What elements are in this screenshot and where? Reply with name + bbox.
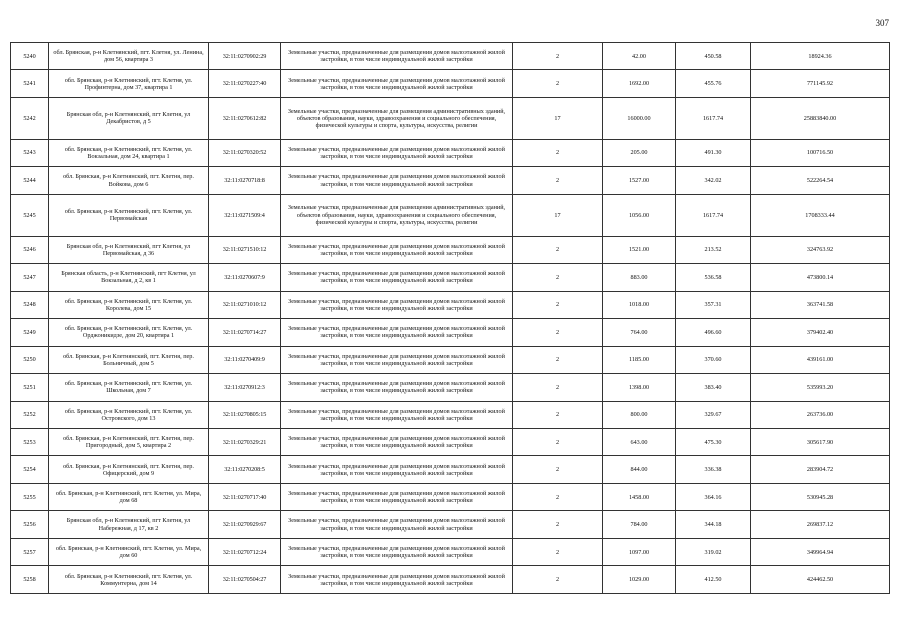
use-group-cell: 2 bbox=[513, 538, 603, 565]
address-cell: обл. Брянская, р-н Клетнянский, пгт. Клетня, ул. Школьная, дом 7 bbox=[49, 374, 209, 401]
permitted-use-cell: Земельные участки, предназначенные для размещения домов малоэтажной жилой застройки, в том числе индивидуальной жилой застройки bbox=[281, 139, 513, 166]
cadastral-value-cell: 439161.00 bbox=[751, 346, 890, 373]
use-group-cell: 2 bbox=[513, 264, 603, 291]
table-row bbox=[11, 483, 890, 510]
table-row bbox=[11, 139, 890, 166]
row-number: 5254 bbox=[11, 456, 49, 483]
row-number: 5244 bbox=[11, 167, 49, 194]
specific-value-cell: 342.02 bbox=[676, 167, 751, 194]
use-group-cell: 2 bbox=[513, 43, 603, 70]
cadastral-number-cell: 32:11:0270718:8 bbox=[209, 167, 281, 194]
specific-value-cell: 412.50 bbox=[676, 566, 751, 594]
area-cell: 844.00 bbox=[603, 456, 676, 483]
cadastral-value-cell: 324763.92 bbox=[751, 236, 890, 263]
table-row bbox=[11, 374, 890, 401]
area-cell: 764.00 bbox=[603, 319, 676, 346]
permitted-use-cell: Земельные участки, предназначенные для размещения домов малоэтажной жилой застройки, в том числе индивидуальной жилой застройки bbox=[281, 456, 513, 483]
area-cell: 1018.00 bbox=[603, 291, 676, 318]
specific-value-cell: 357.31 bbox=[676, 291, 751, 318]
permitted-use-cell: Земельные участки, предназначенные для размещения домов малоэтажной жилой застройки, в том числе индивидуальной жилой застройки bbox=[281, 236, 513, 263]
row-number: 5249 bbox=[11, 319, 49, 346]
specific-value-cell: 319.02 bbox=[676, 538, 751, 565]
table-row bbox=[11, 43, 890, 70]
area-cell: 784.00 bbox=[603, 511, 676, 538]
table-row bbox=[11, 428, 890, 455]
permitted-use-cell: Земельные участки, предназначенные для размещения домов малоэтажной жилой застройки, в том числе индивидуальной жилой застройки bbox=[281, 346, 513, 373]
permitted-use-cell: Земельные участки, предназначенные для размещения домов малоэтажной жилой застройки, в том числе индивидуальной жилой застройки bbox=[281, 428, 513, 455]
row-number: 5246 bbox=[11, 236, 49, 263]
permitted-use-cell: Земельные участки, предназначенные для размещения домов малоэтажной жилой застройки, в том числе индивидуальной жилой застройки bbox=[281, 70, 513, 97]
table-row bbox=[11, 167, 890, 194]
cadastral-value-cell: 379402.40 bbox=[751, 319, 890, 346]
area-cell: 1029.00 bbox=[603, 566, 676, 594]
use-group-cell: 2 bbox=[513, 319, 603, 346]
row-number: 5253 bbox=[11, 428, 49, 455]
table-row bbox=[11, 264, 890, 291]
cadastral-number-cell: 32:11:0270912:3 bbox=[209, 374, 281, 401]
cadastral-value-cell: 283904.72 bbox=[751, 456, 890, 483]
row-number: 5245 bbox=[11, 194, 49, 236]
specific-value-cell: 496.60 bbox=[676, 319, 751, 346]
cadastral-value-cell: 263736.00 bbox=[751, 401, 890, 428]
cadastral-number-cell: 32:11:0270712:24 bbox=[209, 538, 281, 565]
table-row bbox=[11, 70, 890, 97]
use-group-cell: 2 bbox=[513, 236, 603, 263]
specific-value-cell: 491.30 bbox=[676, 139, 751, 166]
cadastral-number-cell: 32:11:0270714:27 bbox=[209, 319, 281, 346]
row-number: 5241 bbox=[11, 70, 49, 97]
use-group-cell: 2 bbox=[513, 428, 603, 455]
specific-value-cell: 383.40 bbox=[676, 374, 751, 401]
area-cell: 1527.00 bbox=[603, 167, 676, 194]
table-row bbox=[11, 291, 890, 318]
table-row bbox=[11, 511, 890, 538]
address-cell: обл. Брянская, р-н Клетнянский, пгт. Клетня, ул. Мира, дом 60 bbox=[49, 538, 209, 565]
cadastral-value-cell: 25883840.00 bbox=[751, 97, 890, 139]
address-cell: Брянская обл, р-н Клетнянский, пгт Клетня, ул Декабристов, д 5 bbox=[49, 97, 209, 139]
page-number: 307 bbox=[875, 18, 889, 28]
row-number: 5255 bbox=[11, 483, 49, 510]
table-row bbox=[11, 346, 890, 373]
cadastral-number-cell: 32:11:0270717:40 bbox=[209, 483, 281, 510]
cadastral-value-cell: 473800.14 bbox=[751, 264, 890, 291]
specific-value-cell: 1617.74 bbox=[676, 97, 751, 139]
row-number: 5240 bbox=[11, 43, 49, 70]
cadastral-number-cell: 32:11:0270612:82 bbox=[209, 97, 281, 139]
specific-value-cell: 370.60 bbox=[676, 346, 751, 373]
cadastral-number-cell: 32:11:0270929:67 bbox=[209, 511, 281, 538]
permitted-use-cell: Земельные участки, предназначенные для размещения административных зданий, объектов образования, науки, здравоохранения и социального обеспечения, физической культуры и спорта, культуры, искусства, религии bbox=[281, 97, 513, 139]
permitted-use-cell: Земельные участки, предназначенные для размещения домов малоэтажной жилой застройки, в том числе индивидуальной жилой застройки bbox=[281, 264, 513, 291]
row-number: 5248 bbox=[11, 291, 49, 318]
cadastral-value-cell: 522264.54 bbox=[751, 167, 890, 194]
cadastral-number-cell: 32:11:0271510:12 bbox=[209, 236, 281, 263]
table-row bbox=[11, 538, 890, 565]
cadastral-number-cell: 32:11:0270208:5 bbox=[209, 456, 281, 483]
permitted-use-cell: Земельные участки, предназначенные для размещения домов малоэтажной жилой застройки, в том числе индивидуальной жилой застройки bbox=[281, 566, 513, 594]
cadastral-value-cell: 305617.90 bbox=[751, 428, 890, 455]
permitted-use-cell: Земельные участки, предназначенные для размещения домов малоэтажной жилой застройки, в том числе индивидуальной жилой застройки bbox=[281, 538, 513, 565]
area-cell: 1398.00 bbox=[603, 374, 676, 401]
use-group-cell: 2 bbox=[513, 511, 603, 538]
address-cell: Брянская обл, р-н Клетнянский, пгт Клетня, ул Первомайская, д 36 bbox=[49, 236, 209, 263]
use-group-cell: 2 bbox=[513, 346, 603, 373]
address-cell: обл. Брянская, р-н Клетнянский, пгт. Клетня, ул. Мира, дом 68 bbox=[49, 483, 209, 510]
area-cell: 1097.00 bbox=[603, 538, 676, 565]
row-number: 5243 bbox=[11, 139, 49, 166]
permitted-use-cell: Земельные участки, предназначенные для размещения домов малоэтажной жилой застройки, в том числе индивидуальной жилой застройки bbox=[281, 374, 513, 401]
address-cell: обл. Брянская, р-н Клетнянский, пгт. Клетня, ул. Первомайская bbox=[49, 194, 209, 236]
specific-value-cell: 455.76 bbox=[676, 70, 751, 97]
area-cell: 1458.00 bbox=[603, 483, 676, 510]
cadastral-value-cell: 363741.58 bbox=[751, 291, 890, 318]
use-group-cell: 2 bbox=[513, 483, 603, 510]
use-group-cell: 17 bbox=[513, 97, 603, 139]
table-row bbox=[11, 456, 890, 483]
use-group-cell: 2 bbox=[513, 291, 603, 318]
use-group-cell: 2 bbox=[513, 374, 603, 401]
cadastral-number-cell: 32:11:0271010:12 bbox=[209, 291, 281, 318]
permitted-use-cell: Земельные участки, предназначенные для размещения домов малоэтажной жилой застройки, в том числе индивидуальной жилой застройки bbox=[281, 401, 513, 428]
address-cell: обл. Брянская, р-н Клетнянский, пгт. Клетня, ул. Профинтерна, дом 37, квартира 1 bbox=[49, 70, 209, 97]
row-number: 5258 bbox=[11, 566, 49, 594]
cadastral-number-cell: 32:11:0270504:27 bbox=[209, 566, 281, 594]
area-cell: 1521.00 bbox=[603, 236, 676, 263]
row-number: 5251 bbox=[11, 374, 49, 401]
use-group-cell: 2 bbox=[513, 70, 603, 97]
table-row bbox=[11, 319, 890, 346]
cadastral-value-cell: 269837.12 bbox=[751, 511, 890, 538]
permitted-use-cell: Земельные участки, предназначенные для размещения домов малоэтажной жилой застройки, в том числе индивидуальной жилой застройки bbox=[281, 319, 513, 346]
row-number: 5242 bbox=[11, 97, 49, 139]
table-body bbox=[11, 43, 890, 594]
table-row bbox=[11, 236, 890, 263]
cadastral-value-cell: 530945.28 bbox=[751, 483, 890, 510]
row-number: 5250 bbox=[11, 346, 49, 373]
use-group-cell: 2 bbox=[513, 167, 603, 194]
address-cell: обл. Брянская, р-н Клетнянский, пгт. Клетня, ул. Островского, дом 13 bbox=[49, 401, 209, 428]
specific-value-cell: 450.58 bbox=[676, 43, 751, 70]
table-row bbox=[11, 401, 890, 428]
area-cell: 643.00 bbox=[603, 428, 676, 455]
permitted-use-cell: Земельные участки, предназначенные для размещения домов малоэтажной жилой застройки, в том числе индивидуальной жилой застройки bbox=[281, 43, 513, 70]
cadastral-number-cell: 32:11:0270320:52 bbox=[209, 139, 281, 166]
use-group-cell: 2 bbox=[513, 401, 603, 428]
address-cell: обл. Брянская, р-н Клетнянский, пгт. Клетня, ул. Орджоникидзе, дом 20, квартира 1 bbox=[49, 319, 209, 346]
area-cell: 1185.00 bbox=[603, 346, 676, 373]
specific-value-cell: 475.30 bbox=[676, 428, 751, 455]
permitted-use-cell: Земельные участки, предназначенные для размещения домов малоэтажной жилой застройки, в том числе индивидуальной жилой застройки bbox=[281, 291, 513, 318]
land-registry-table bbox=[10, 42, 890, 594]
cadastral-number-cell: 32:11:0271509:4 bbox=[209, 194, 281, 236]
table-row bbox=[11, 97, 890, 139]
address-cell: обл. Брянская, р-н Клетнянский, пгт. Клетня, ул. Коммунтерна, дом 14 bbox=[49, 566, 209, 594]
address-cell: обл. Брянская, р-н Клетнянский, пгт. Клетня, ул. Ленина, дом 56, квартира 3 bbox=[49, 43, 209, 70]
use-group-cell: 2 bbox=[513, 456, 603, 483]
permitted-use-cell: Земельные участки, предназначенные для размещения домов малоэтажной жилой застройки, в том числе индивидуальной жилой застройки bbox=[281, 483, 513, 510]
specific-value-cell: 336.38 bbox=[676, 456, 751, 483]
area-cell: 883.00 bbox=[603, 264, 676, 291]
row-number: 5256 bbox=[11, 511, 49, 538]
specific-value-cell: 213.52 bbox=[676, 236, 751, 263]
cadastral-value-cell: 424462.50 bbox=[751, 566, 890, 594]
specific-value-cell: 1617.74 bbox=[676, 194, 751, 236]
address-cell: обл. Брянская, р-н Клетнянский, пгт. Клетня, пер. Пригородный, дом 5, квартира 2 bbox=[49, 428, 209, 455]
cadastral-number-cell: 32:11:0270902:29 bbox=[209, 43, 281, 70]
permitted-use-cell: Земельные участки, предназначенные для размещения домов малоэтажной жилой застройки, в том числе индивидуальной жилой застройки bbox=[281, 511, 513, 538]
row-number: 5247 bbox=[11, 264, 49, 291]
address-cell: обл. Брянская, р-н Клетнянский, пгт. Клетня, пер. Больничный, дом 5 bbox=[49, 346, 209, 373]
address-cell: обл. Брянская, р-н Клетнянский, пгт. Клетня, пер. Офицерский, дом 9 bbox=[49, 456, 209, 483]
specific-value-cell: 344.18 bbox=[676, 511, 751, 538]
area-cell: 205.00 bbox=[603, 139, 676, 166]
address-cell: Брянская обл, р-н Клетнянский, пгт Клетня, ул Набережная, д 17, кв 2 bbox=[49, 511, 209, 538]
use-group-cell: 17 bbox=[513, 194, 603, 236]
cadastral-number-cell: 32:11:0270409:9 bbox=[209, 346, 281, 373]
specific-value-cell: 536.58 bbox=[676, 264, 751, 291]
area-cell: 16000.00 bbox=[603, 97, 676, 139]
cadastral-value-cell: 535993.20 bbox=[751, 374, 890, 401]
address-cell: обл. Брянская, р-н Клетнянский, пгт. Клетня, ул. Королева, дом 15 bbox=[49, 291, 209, 318]
row-number: 5257 bbox=[11, 538, 49, 565]
cadastral-value-cell: 1708333.44 bbox=[751, 194, 890, 236]
cadastral-number-cell: 32:11:0270607:9 bbox=[209, 264, 281, 291]
area-cell: 1056.00 bbox=[603, 194, 676, 236]
permitted-use-cell: Земельные участки, предназначенные для размещения административных зданий, объектов образования, науки, здравоохранения и социального обеспечения, физической культуры и спорта, культуры, искусства, религии bbox=[281, 194, 513, 236]
area-cell: 1692.00 bbox=[603, 70, 676, 97]
cadastral-value-cell: 771145.92 bbox=[751, 70, 890, 97]
specific-value-cell: 329.67 bbox=[676, 401, 751, 428]
use-group-cell: 2 bbox=[513, 566, 603, 594]
cadastral-value-cell: 349964.94 bbox=[751, 538, 890, 565]
cadastral-value-cell: 18924.36 bbox=[751, 43, 890, 70]
cadastral-value-cell: 100716.50 bbox=[751, 139, 890, 166]
address-cell: обл. Брянская, р-н Клетнянский, пгт. Клетня, ул. Вокзальная, дом 24, квартира 1 bbox=[49, 139, 209, 166]
row-number: 5252 bbox=[11, 401, 49, 428]
cadastral-number-cell: 32:11:0270805:15 bbox=[209, 401, 281, 428]
specific-value-cell: 364.16 bbox=[676, 483, 751, 510]
cadastral-number-cell: 32:11:0270329:21 bbox=[209, 428, 281, 455]
area-cell: 42.00 bbox=[603, 43, 676, 70]
address-cell: обл. Брянская, р-н Клетнянский, пгт. Клетня, пер. Войкова, дом 6 bbox=[49, 167, 209, 194]
permitted-use-cell: Земельные участки, предназначенные для размещения домов малоэтажной жилой застройки, в том числе индивидуальной жилой застройки bbox=[281, 167, 513, 194]
table-row bbox=[11, 194, 890, 236]
use-group-cell: 2 bbox=[513, 139, 603, 166]
area-cell: 800.00 bbox=[603, 401, 676, 428]
cadastral-number-cell: 32:11:0270227:40 bbox=[209, 70, 281, 97]
table-row bbox=[11, 566, 890, 594]
address-cell: Брянская область, р-н Клетнянский, пгт Клетня, ул Вокзальная, д 2, кв 1 bbox=[49, 264, 209, 291]
